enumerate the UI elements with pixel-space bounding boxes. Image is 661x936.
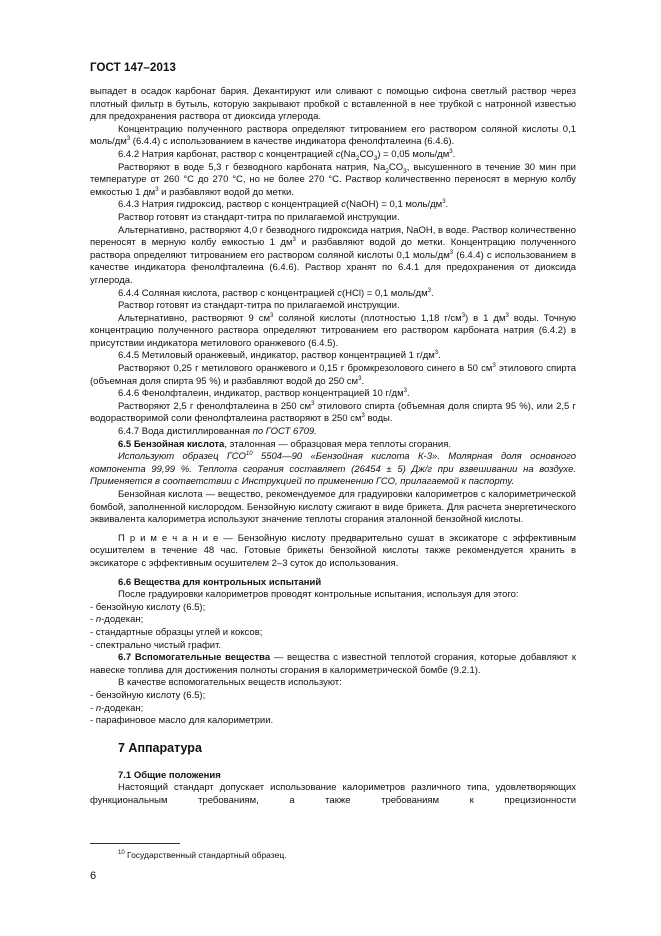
chapter-heading: 7 Аппаратура — [118, 740, 202, 755]
text: . — [430, 287, 434, 299]
text: В качестве вспомогательных веществ используют: — [118, 677, 342, 689]
subscript: 3 — [403, 167, 407, 175]
text: (6.4.4) с использованием в качестве индикатора фенолфталеина (6.4.6). Раствор хранят по 6.4.1 для предохранения от диоксида углерода. — [90, 249, 576, 286]
superscript: 3 — [427, 287, 431, 294]
paragraph — [90, 225, 576, 288]
paragraph — [90, 782, 576, 807]
text: и разбавляют водой до метки. Концентрацию полученного раствора определяют титрованием его раствором соляной кислоты 0,1 моль/дм — [90, 237, 576, 261]
section-heading: 6.5 Бензойная кислота — [118, 438, 225, 450]
text: Используют образец ГСО — [118, 451, 246, 463]
text: c — [341, 199, 346, 211]
superscript: 3 — [311, 400, 315, 407]
standard-code: ГОСТ 147–2013 — [90, 62, 177, 74]
list-item: - бензойную кислоту (6.5); — [90, 689, 206, 701]
superscript: 3 — [270, 312, 274, 319]
footnote — [118, 850, 568, 861]
section-heading: 6.6 Вещества для контрольных испытаний — [118, 576, 322, 588]
paragraph — [90, 439, 576, 452]
text: Альтернативно, растворяют 4,0 г безводного гидроксида натрия, NaOH, в воде. Раствор количественно переносят в мерную колбу емкостью 1 дм — [90, 224, 576, 249]
text: — вещества с известной теплотой сгорания, которые добавляют к навеске топлива для достижения полноты сгорания в калориметрической бомбе (9.2.1). — [90, 652, 576, 676]
superscript: 3 — [358, 375, 362, 382]
paragraph — [90, 313, 576, 351]
superscript: 3 — [126, 136, 131, 143]
paragraph — [90, 677, 576, 690]
text: (NaOH) = 0,1 моль/дм — [345, 199, 443, 211]
text: Растворяют в воде 5,3 г безводного карбоната натрия, Na — [118, 161, 386, 173]
list-item — [90, 614, 576, 627]
section-heading: 6.7 Вспомогательные вещества — [118, 652, 271, 664]
paragraph — [90, 451, 576, 489]
superscript: 3 — [403, 388, 407, 395]
text: -додекан; — [101, 702, 144, 714]
superscript: 3 — [505, 312, 509, 319]
list-item — [90, 703, 576, 716]
text: 6.4.4 Соляная кислота, раствор с концентрацией — [118, 287, 338, 299]
text: ) в 1 дм — [465, 312, 506, 324]
superscript: 3 — [449, 249, 454, 256]
text: . — [406, 388, 410, 400]
text: 6.4.3 Натрия гидроксид, раствор с концентрацией — [118, 199, 342, 211]
paragraph — [90, 489, 576, 527]
text: этилового спирта (объемная доля спирта 95 %), или 2,5 г водорастворимой соли фенолфталеина растворяют в 250 см — [90, 400, 576, 425]
list-item: - бензойную кислоту (6.5); — [90, 601, 206, 613]
list-item: - стандартные образцы углей и коксов; — [90, 626, 263, 638]
text: 6.4.7 Вода дистиллированная — [118, 426, 253, 438]
footnote-text: Государственный стандартный образец. — [124, 850, 287, 860]
footnote-divider — [90, 843, 180, 844]
footnote-mark: 10 — [118, 850, 125, 857]
paragraph — [90, 162, 576, 200]
paragraph — [90, 350, 576, 363]
paragraph — [90, 589, 576, 602]
text: ) = 0,05 моль/дм — [377, 148, 450, 160]
text: (6.4.4) с использованием в качестве индикатора фенолфталеина (6.4.6). — [130, 136, 455, 148]
text: c — [335, 148, 341, 160]
superscript: 3 — [442, 199, 446, 206]
text: - — [90, 614, 96, 626]
subscript: 3 — [373, 154, 378, 162]
text: — Бензойную кислоту предварительно сушат в эксикаторе с эффективным осушителем в течение 48 час. Готовые брикеты бензойной кислоты также рекомендуется хранить в эксикаторе с эффективным осушителем 2–3 суток до использования. — [90, 532, 576, 569]
paragraph — [90, 388, 576, 401]
paragraph — [90, 401, 576, 426]
subscript: 2 — [385, 167, 389, 175]
paragraph — [90, 426, 576, 439]
text: соляной кислоты (плотностью 1,18 г/см — [273, 312, 462, 324]
text: -додекан; — [101, 614, 144, 626]
text: . — [445, 199, 449, 211]
subscript: 2 — [355, 154, 360, 162]
text: Раствор готовят из стандарт-титра по прилагаемой инструкции. — [118, 300, 400, 312]
text: 6.4.5 Метиловый оранжевый, индикатор, раствор концентрацией 1 г/дм — [118, 350, 435, 362]
superscript: 3 — [292, 236, 296, 243]
text: 6.4.6 Фенолфталеин, индикатор, раствор концентрацией 10 г/дм — [118, 388, 404, 400]
footnote-ref: 10 — [245, 451, 253, 458]
text: воды. — [364, 413, 393, 425]
text: Растворяют 2,5 г фенолфталеина в 250 см — [118, 400, 312, 412]
page-number: 6 — [90, 870, 97, 882]
note-label: П р и м е ч а н и е — [118, 532, 219, 544]
paragraph — [90, 149, 576, 162]
text: 6.4.2 Натрия карбонат, раствор с концентрацией — [118, 148, 336, 160]
text: После градуировки калориметров проводят контрольные испытания, используя для этого: — [118, 589, 519, 601]
text: Растворяют 0,25 г метилового оранжевого и 0,15 г бромкрезолового синего в 50 см — [118, 363, 493, 375]
text: . — [361, 375, 365, 387]
text: выпадет в осадок карбонат бария. Декантируют или сливают с помощью сифона светлый раствор через плотный фильтр в бутыль, которую закрывают пробкой с вставленной в нее трубкой с натронной известью для предохранения раствора от диоксида углерода. — [90, 86, 576, 123]
text: по ГОСТ 6709. — [252, 426, 317, 438]
text: (Na — [340, 148, 356, 160]
text: CO — [359, 148, 374, 160]
text: n — [95, 702, 102, 714]
text: - — [90, 702, 96, 714]
paragraph — [90, 652, 576, 677]
text: Альтернативно, растворяют 9 см — [118, 312, 271, 324]
text: Концентрацию полученного раствора определяют титрованием его раствором соляной кислоты 0,1 моль/дм — [90, 123, 576, 148]
page-content — [90, 86, 576, 807]
list-item: - спектрально чистый графит. — [90, 639, 222, 651]
text: и разбавляют водой до метки. — [158, 186, 294, 198]
text: , эталонная — образцовая мера теплоты сгорания. — [224, 438, 452, 450]
paragraph — [90, 86, 576, 124]
list-item: - парафиновое масло для калориметрии. — [90, 715, 274, 727]
text: . — [452, 148, 456, 160]
paragraph — [90, 300, 576, 313]
text: 5504—90 «Бензойная кислота К-3». Молярная доля основного компонента 99,99 %. Теплота сгорания составляет (26454 ± 5) Дж/г при взвешивании на воздухе. Применяется в соответствии с Инструкцией по применению ГСО, прилагаемой к паспорту. — [90, 451, 576, 488]
text: n — [95, 614, 102, 626]
section-heading: 7.1 Общие положения — [118, 769, 221, 781]
text: c — [337, 287, 342, 299]
superscript: 3 — [155, 186, 159, 193]
superscript: 3 — [449, 148, 453, 155]
text: . — [438, 350, 441, 362]
superscript: 3 — [492, 362, 496, 369]
paragraph — [90, 288, 576, 301]
paragraph — [90, 199, 576, 212]
superscript: 3 — [434, 350, 439, 357]
paragraph — [90, 124, 576, 149]
text: Бензойная кислота — вещество, рекомендуемое для градуировки калориметров с калориметрической бомбой, заполненной кислородом. Бензойную кислоту сжигают в виде брикета. Для расчета энергетического эквивалента калориметра используют значение теплоты сгорания эталонной бензойной кислоты. — [90, 489, 576, 526]
text: , высушенного в течение 30 мин при температуре от 260 °С до 270 °С, но не более 270 °С. Раствор количественно переносят в мерную колбу емкостью 1 дм — [90, 161, 576, 198]
text: (HCl) = 0,1 моль/дм — [341, 287, 428, 299]
paragraph — [90, 212, 576, 225]
note — [90, 533, 576, 571]
paragraph — [90, 363, 576, 388]
text: Настоящий стандарт допускает использование калориметров различного типа, удовлетворяющих функциональным требованиям, а также требованиям к прецизионности — [90, 782, 576, 806]
text: этилового спирта (объемная доля спирта 95 %) и разбавляют водой до 250 см — [90, 363, 577, 387]
superscript: 3 — [461, 312, 466, 319]
text: Раствор готовят из стандарт-титра по прилагаемой инструкции. — [118, 211, 400, 223]
text: CO — [388, 161, 404, 173]
text: воды. Точную концентрацию полученного раствора определяют титрованием его раствором карбоната натрия (6.4.2) в присутствии индикатора метилового оранжевого (6.4.5). — [90, 312, 576, 349]
superscript: 3 — [361, 413, 365, 420]
